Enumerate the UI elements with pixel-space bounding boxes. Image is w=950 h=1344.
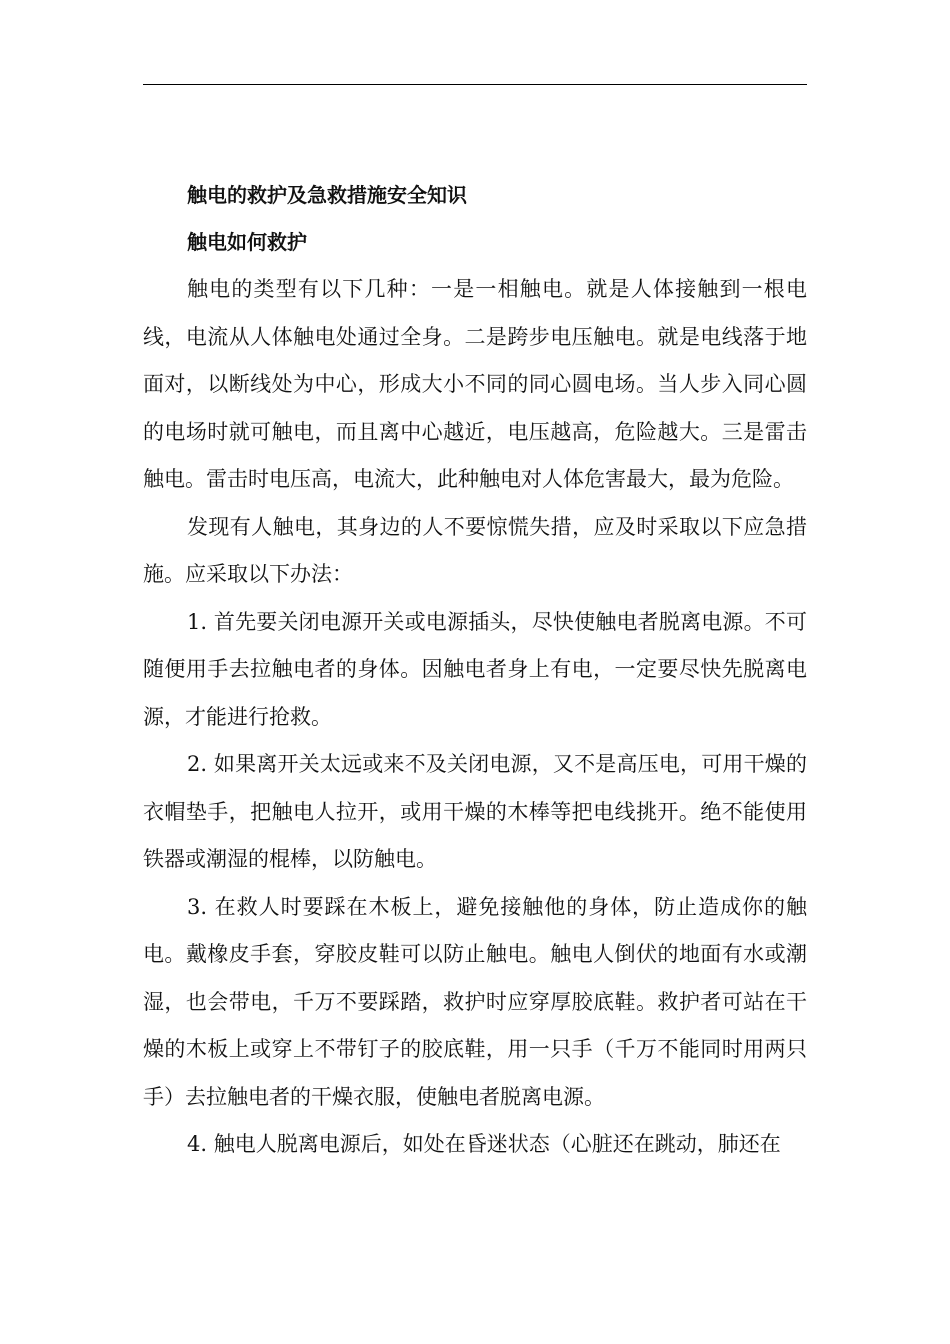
document-title: 触电的救护及急救措施安全知识 [187, 183, 467, 207]
paragraph-step-4: 4. 触电人脱离电源后，如处在昏迷状态（心脏还在跳动，肺还在 [187, 1132, 781, 1156]
paragraph-step-3: 3. 在救人时要踩在木板上，避免接触他的身体，防止造成你的触电。戴橡皮手套，穿胶皮鞋可以防止触电。触电人倒伏的地面有水或潮湿，也会带电，千万不要踩踏，救护时应穿厚胶底鞋。救护者可站在干燥的木板上或穿上不带钉子的胶底鞋，用一只手（千万不能同时用两只手）去拉触电者的干燥衣服，使触电者脱离电源。 [143, 894, 807, 1109]
paragraph-step-2: 2. 如果离开关太远或来不及关闭电源，又不是高压电，可用干燥的衣帽垫手，把触电人拉开，或用干燥的木棒等把电线挑开。绝不能使用铁器或潮湿的棍棒，以防触电。 [143, 752, 807, 871]
paragraph-electric-shock-types: 触电的类型有以下几种：一是一相触电。就是人体接触到一根电线，电流从人体触电处通过全身。二是跨步电压触电。就是电线落于地面对，以断线处为中心，形成大小不同的同心圆电场。当人步入同心圆的电场时就可触电，而且离中心越近，电压越高，危险越大。三是雷击触电。雷击时电压高，电流大，此种触电对人体危害最大，最为危险。 [143, 277, 807, 491]
section-heading: 触电如何救护 [187, 230, 307, 254]
paragraph-emergency-intro: 发现有人触电，其身边的人不要惊慌失措，应及时采取以下应急措施。应采取以下办法： [143, 514, 807, 586]
document-body [143, 172, 807, 1169]
header-rule [143, 84, 807, 85]
paragraph-step-1: 1. 首先要关闭电源开关或电源插头，尽快使触电者脱离电源。不可随便用手去拉触电者的身体。因触电者身上有电，一定要尽快先脱离电源，才能进行抢救。 [143, 609, 807, 729]
